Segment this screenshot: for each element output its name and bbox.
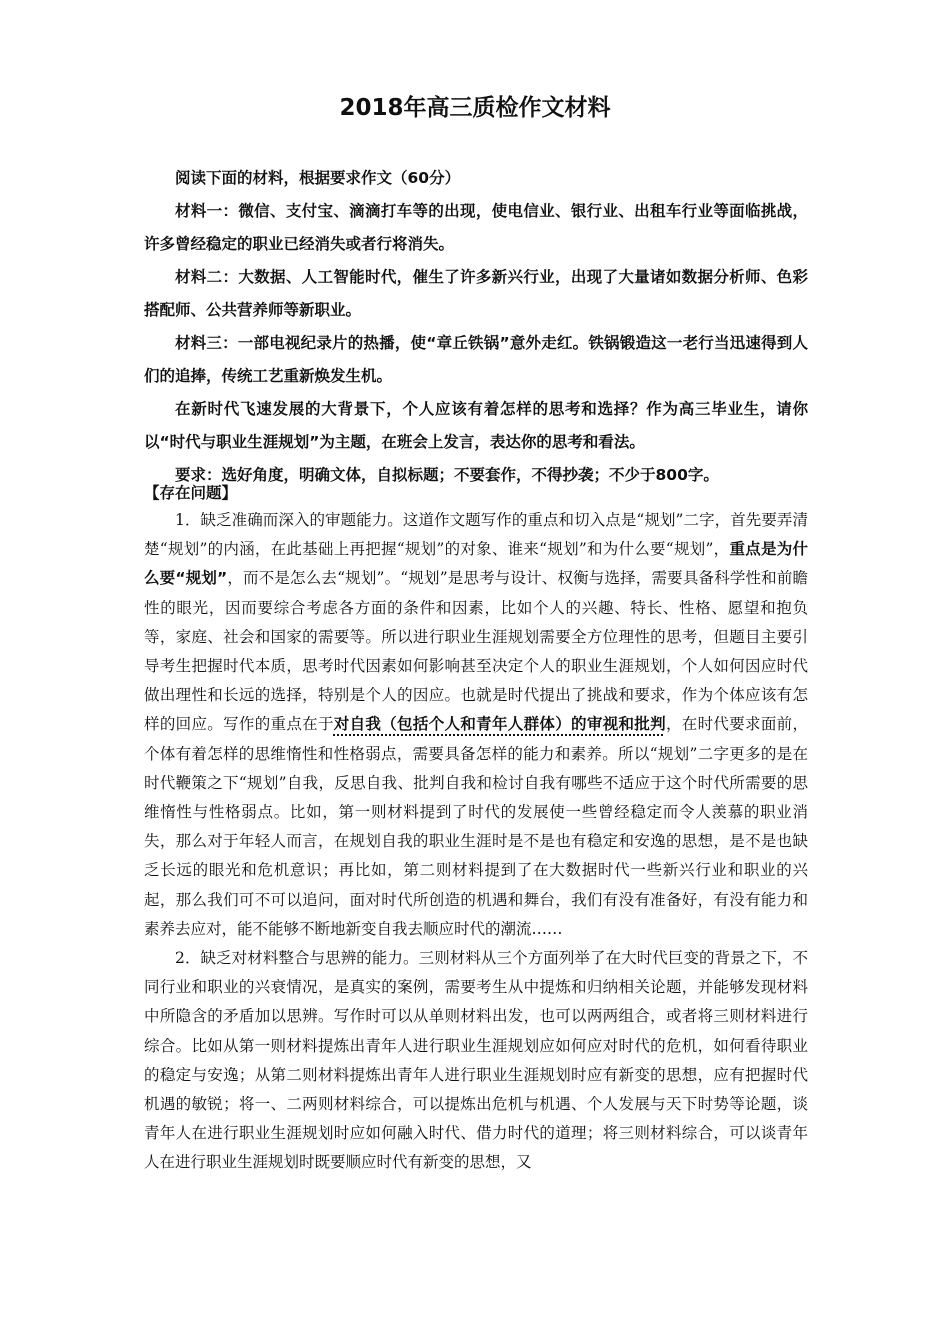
problems-body — [144, 506, 808, 1178]
p1-dotted-emphasis: 对自我（包括个人和青年人群体）的审视和批判 — [333, 715, 666, 734]
document-title: 2018年高三质检作文材料 — [339, 95, 611, 121]
material-two: 材料二：大数据、人工智能时代，催生了许多新兴行业，出现了大量诸如数据分析师、色彩搭配师、公共营养师等新职业。 — [144, 268, 808, 319]
problem-paragraph-1 — [144, 506, 808, 944]
problem-paragraph-2: 2．缺乏对材料整合与思辨的能力。三则材料从三个方面列举了在大时代巨变的背景之下，不同行业和职业的兴衰情况，是真实的案例，需要考生从中提炼和归纳相关论题，并能够发现材料中所隐含的矛盾加以思辨。写作时可以从单则材料出发，也可以两两组合，或者将三则材料进行综合。比如从第一则材料提炼出青年人进行职业生涯规划应如何应对时代的危机，如何看待职业的稳定与安逸；从第二则材料提炼出青年人进行职业生涯规划时应有新变的思想，应有把握时代机遇的敏锐；将一、二两则材料综合，可以提炼出危机与机遇、个人发展与天下时势等论题，谈青年人在进行职业生涯规划时应如何融入时代、借力时代的道理；将三则材料综合，可以谈青年人在进行职业生涯规划时既要顺应时代有新变的思想，又 — [144, 949, 808, 1172]
p1-text-c: ，在时代要求面前，个体有着怎样的思维惰性和性格弱点，需要具备怎样的能力和素养。所以“规划”二字更多的是在时代鞭策之下“规划”自我，反思自我、批判自我和检讨自我有哪些不适应于这个时代所需要的思维惰性与性格弱点。比如，第一则材料提到了时代的发展使一些曾经稳定而令人羡慕的职业消失，那么对于年轻人而言，在规划自我的职业生涯时是不是也有稳定和安逸的思想，是不是也缺乏长远的眼光和危机意识；再比如，第二则材料提到了在大数据时代一些新兴行业和职业的兴起，那么我们可不可以追问，面对时代所创造的机遇和舞台，我们有没有准备好，有没有能力和素养去应对，能不能够不断地新变自我去顺应时代的潮流…… — [144, 715, 808, 938]
material-one: 材料一：微信、支付宝、滴滴打车等的出现，使电信业、银行业、出租车行业等面临挑战，许多曾经稳定的职业已经消失或者行将消失。 — [144, 202, 808, 253]
p1-emphasis: 重点是为什么要“规划” — [144, 540, 808, 588]
section-heading: 【存在问题】 — [144, 484, 238, 502]
prompt-requirements: 要求：选好角度，明确文体，自拟标题；不要套作，不得抄袭；不少于800字。 — [175, 466, 719, 484]
prompt-intro: 阅读下面的材料，根据要求作文（60分） — [175, 169, 461, 187]
essay-prompt-material — [144, 162, 808, 492]
p1-text-a: 1．缺乏准确而深入的审题能力。这道作文题写作的重点和切入点是“规划”二字，首先要弄清楚“规划”的内涵，在此基础上再把握“规划”的对象、谁来“规划”和为什么要“规划”， — [144, 511, 808, 559]
prompt-task: 在新时代飞速发展的大背景下，个人应该有着怎样的思考和选择？作为高三毕业生，请你以“时代与职业生涯规划”为主题，在班会上发言，表达你的思考和看法。 — [144, 400, 808, 451]
material-three: 材料三：一部电视纪录片的热播，使“章丘铁锅”意外走红。铁锅锻造这一老行当迅速得到人们的追捧，传统工艺重新焕发生机。 — [144, 334, 808, 385]
p1-text-b: ，而不是怎么去“规划”。“规划”是思考与设计、权衡与选择，需要具备科学性和前瞻性的眼光，因而要综合考虑各方面的条件和因素，比如个人的兴趣、特长、性格、愿望和抱负等，家庭、社会和国家的需要等。所以进行职业生涯规划需要全方位理性的思考，但题目主要引导考生把握时代本质，思考时代因素如何影响甚至决定个人的职业生涯规划，个人如何因应时代做出理性和长远的选择，特别是个人的因应。也就是时代提出了挑战和要求，作为个体应该有怎样的回应。写作的重点在于 — [144, 569, 808, 734]
